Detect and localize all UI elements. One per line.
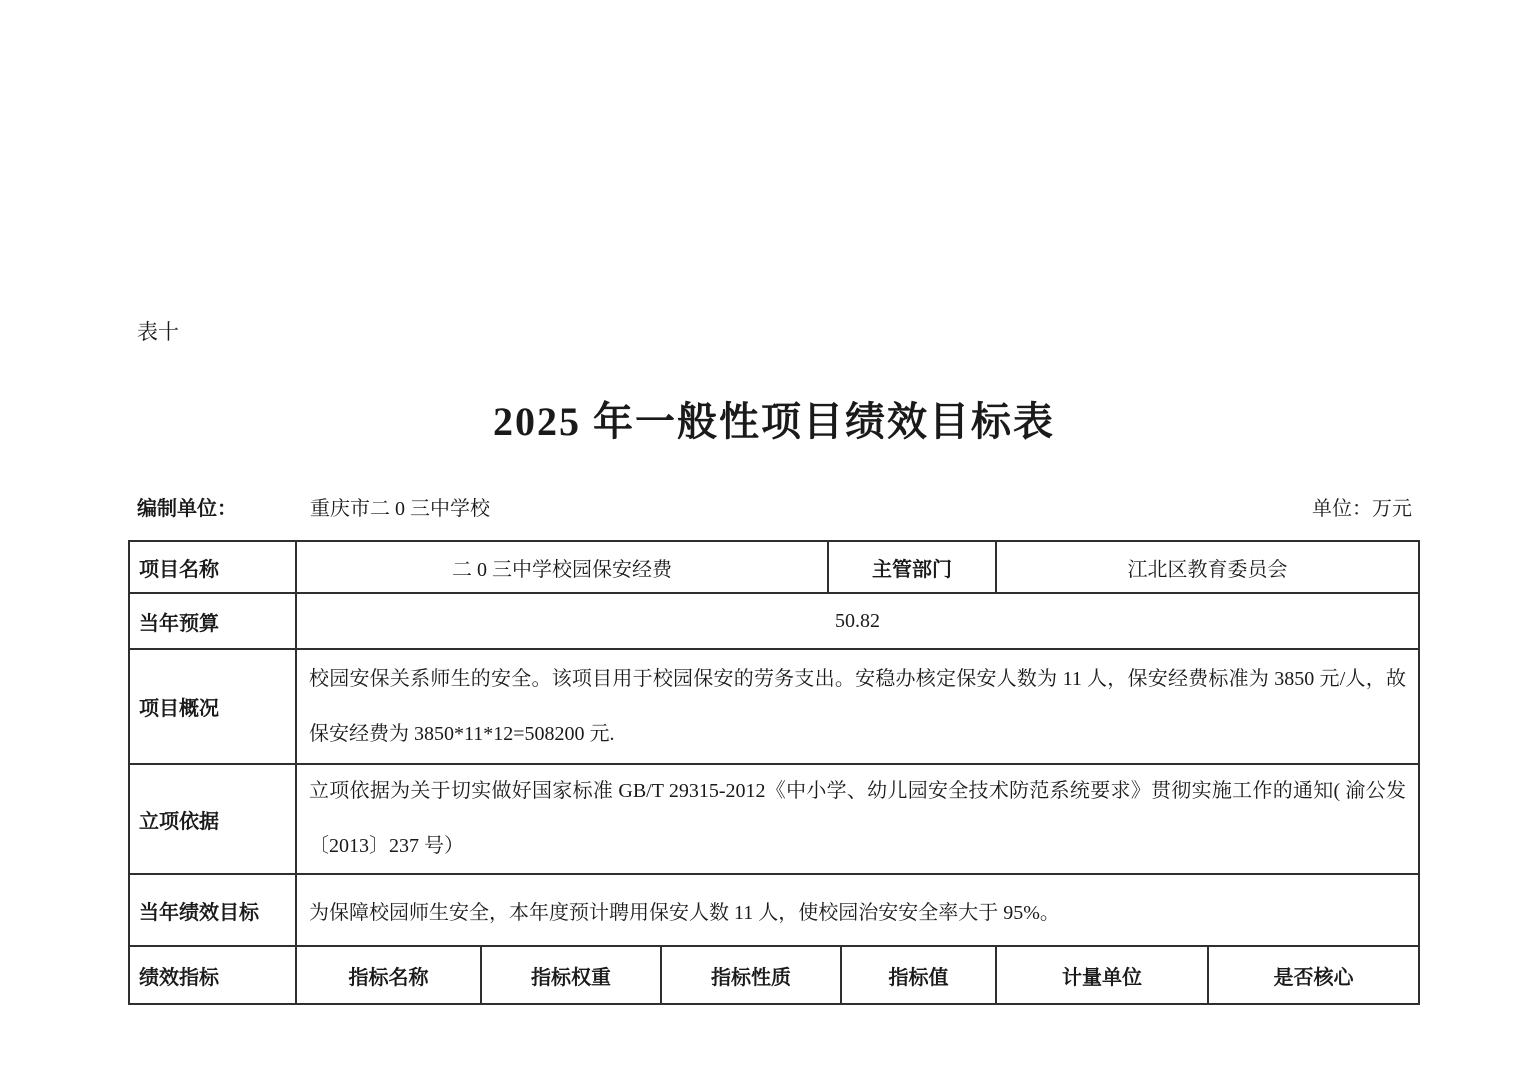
overview-value bbox=[297, 650, 1420, 765]
basis-label: 立项依据 bbox=[130, 765, 297, 875]
unit-note: 单位：万元 bbox=[1312, 498, 1412, 520]
budget-label: 当年预算 bbox=[130, 594, 297, 650]
budget-value: 50.82 bbox=[297, 594, 1420, 650]
indicator-col-value: 指标值 bbox=[842, 947, 997, 1005]
table-row-project-name bbox=[130, 542, 1420, 594]
table-row-indicator-header bbox=[130, 947, 1420, 1005]
overview-text: 校园安保关系师生的安全。该项目用于校园保安的劳务支出。安稳办核定保安人数为 11 人，保安经费标准为 3850 元/人，故保安经费为 3850*11*12=508200 元. bbox=[309, 667, 1406, 745]
project-name-label: 项目名称 bbox=[130, 542, 297, 594]
prepared-by-label: 编制单位： bbox=[137, 498, 237, 520]
page-title: 2025 年一般性项目绩效目标表 bbox=[493, 399, 1055, 444]
basis-value bbox=[297, 765, 1420, 875]
meta-row bbox=[128, 492, 1420, 522]
department-value: 江北区教育委员会 bbox=[997, 542, 1420, 594]
performance-target-table bbox=[128, 540, 1420, 1005]
project-name-value: 二 0 三中学校园保安经费 bbox=[297, 542, 829, 594]
table-row-basis bbox=[130, 765, 1420, 875]
annual-target-value: 为保障校园师生安全，本年度预计聘用保安人数 11 人，使校园治安安全率大于 95%。 bbox=[297, 875, 1420, 947]
indicator-col-unit: 计量单位 bbox=[997, 947, 1209, 1005]
indicator-section-label: 绩效指标 bbox=[130, 947, 297, 1005]
table-row-overview bbox=[130, 650, 1420, 765]
indicator-col-core: 是否核心 bbox=[1209, 947, 1420, 1005]
indicator-col-weight: 指标权重 bbox=[482, 947, 662, 1005]
indicator-col-name: 指标名称 bbox=[297, 947, 482, 1005]
table-row-annual-target bbox=[130, 875, 1420, 947]
indicator-col-nature: 指标性质 bbox=[662, 947, 842, 1005]
overview-label: 项目概况 bbox=[130, 650, 297, 765]
sheet-tag: 表十 bbox=[137, 320, 179, 344]
department-label: 主管部门 bbox=[829, 542, 997, 594]
table-row-budget bbox=[130, 594, 1420, 650]
basis-text: 立项依据为关于切实做好国家标准 GB/T 29315-2012《中小学、幼儿园安全技术防范系统要求》贯彻实施工作的通知( 渝公发〔2013〕237 号） bbox=[309, 780, 1406, 857]
prepared-by-value: 重庆市二 0 三中学校 bbox=[310, 498, 490, 520]
annual-target-label: 当年绩效目标 bbox=[130, 875, 297, 947]
